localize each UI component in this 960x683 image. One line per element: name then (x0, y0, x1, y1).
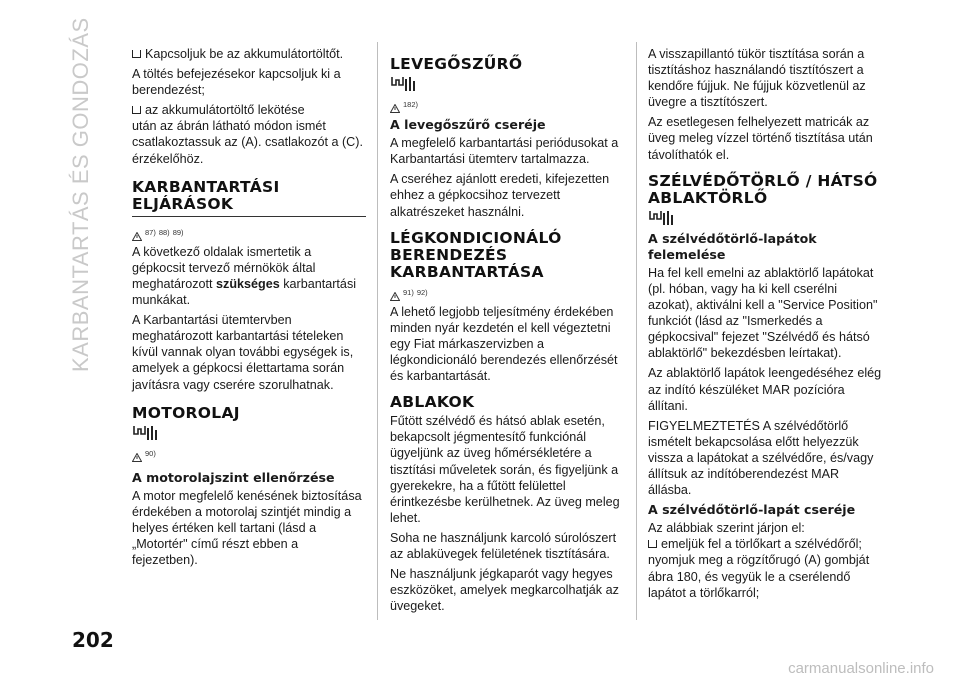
ref-mark: 90) (145, 448, 156, 458)
subsection-heading: A szélvédőtörlő-lapát cseréje (648, 502, 856, 518)
paragraph: A megfelelő karbantartási periódusokat a Karbantartási ütemterv tartalmazza. (390, 136, 619, 167)
ref-mark: 92) (416, 287, 428, 297)
paragraph: Fűtött szélvédő és hátsó ablak esetén, bekapcsolt jégmentesítő funkciónál ügyeljünk az üveg hőmérsékletére a tisztítási műveletek során, és figyeljünk a gyerekekre, ha a fűtött felülettel érintkezésbe kerülhetnek. Az üveg meleg lehet. (390, 414, 620, 525)
column-2 (390, 46, 624, 618)
warning-triangle-icon (390, 292, 400, 301)
reference-marks (132, 225, 366, 241)
bullet-text: emeljük fel a törlőkart a szélvédőről; nyomjuk meg a rögzítőrugó (A) gombját ábra 180, és vegyük le a cserélendő lapátot a törlőkarról; (648, 537, 870, 600)
section-heading-levegoszuro: LEVEGŐSZŰRŐ (390, 55, 523, 73)
reference-marks (132, 446, 366, 462)
section-heading-ablakok: ABLAKOK (390, 393, 475, 412)
column-1 (132, 46, 366, 572)
paragraph: FIGYELMEZTETÉS A szélvédőtörlő ismételt bekapcsolása előtt helyezzük vissza a lapátokat a szélvédőre, és/vagy állítsuk az indítóberendezést MAR állásba. (648, 418, 874, 498)
paragraph (132, 46, 366, 62)
bullet-icon (648, 540, 657, 548)
bullet-icon (132, 106, 141, 114)
warning-triangle-icon (132, 453, 142, 462)
section-heading-legkondicionalo: LÉGKONDICIONÁLÓ BERENDEZÉS KARBANTARTÁSA (390, 228, 562, 281)
paragraph (132, 102, 366, 118)
ref-mark: 88) (158, 227, 170, 237)
bullet-icon (132, 50, 141, 58)
paragraph: A töltés befejezésekor kapcsoljuk ki a berendezést; (132, 67, 341, 98)
emphasis: szükséges (216, 276, 280, 291)
paragraph: A lehető legjobb teljesítmény érdekében minden nyár kezdetén el kell végeztetni egy Fiat márkaszervizben a légkondicionáló berendezés ellenőrzését és karbantartását. (390, 304, 618, 384)
wrench-tool-icon (390, 75, 418, 93)
paragraph: A Karbantartási ütemtervben meghatározott karbantartási tételeken kívül vannak olyan további egységek is, amelyek a gépkocsi élettartama során javításra vagy cserére szorulhatnak. (132, 313, 354, 392)
paragraph: Az esetlegesen felhelyezett matricák az üveg meleg vízzel történő tisztítása után távolíthatók el. (648, 115, 873, 162)
paragraph (132, 244, 366, 308)
paragraph: Az alábbiak szerint járjon el: (648, 521, 805, 536)
wrench-tool-icon (132, 424, 160, 442)
section-heading-szelvedotorlo: SZÉLVÉDŐTÖRLŐ / HÁTSÓ ABLAKTÖRLŐ (648, 171, 878, 207)
paragraph (648, 536, 882, 600)
subsection-heading: A szélvédőtörlő-lapátok felemelése (648, 230, 817, 262)
warning-triangle-icon (390, 104, 400, 113)
subsection-heading: A motorolajszint ellenőrzése (132, 469, 335, 485)
ref-mark: 87) (145, 227, 156, 237)
section-heading-karbantartasi: KARBANTARTÁSI ELJÁRÁSOK (132, 179, 366, 217)
warning-triangle-icon (132, 232, 142, 241)
paragraph: A cseréhez ajánlott eredeti, kifejezetten ehhez a gépkocsihoz tervezett alkatrészeket használni. (390, 172, 610, 219)
bullet-text: Kapcsoljuk be az akkumulátortöltőt. (145, 47, 344, 61)
text: A következő oldalak ismertetik a gépkocsit tervező mérnökök által meghatározott (132, 244, 316, 291)
bullet-text: az akkumulátortöltő lekötése (145, 103, 305, 118)
section-heading-motorolaj: MOTOROLAJ (132, 403, 240, 422)
column-divider (636, 42, 637, 620)
paragraph: Ha fel kell emelni az ablaktörlő lapátokat (pl. hóban, vagy ha ki kell cserélni azokat), aktiválni kell a "Service Position" funkciót (lásd az "Ismerkedés a gépkocsival" fejezet "Szélvédő és hátsó ablaktörlő" bekezdésben leírtakat). (648, 265, 878, 361)
wrench-tool-icon (648, 209, 676, 227)
text: karbantartási munkákat. (132, 276, 357, 308)
paragraph: után az ábrán látható módon ismét csatlakoztassuk az (A). csatlakozót a (C). érzékelőhöz. (132, 119, 363, 166)
page-number: 202 (72, 628, 114, 652)
ref-mark: 89) (172, 227, 184, 237)
watermark-text: carmanualsonline.info (788, 660, 934, 677)
reference-marks (390, 285, 624, 301)
paragraph: A motor megfelelő kenésének biztosítása érdekében a motorolaj szintjét mindig a helyes értéken kell tartani (lásd a „Motortér" című részt ebben a fejezetben). (132, 488, 362, 568)
paragraph: Az ablaktörlő lapátok leengedéséhez elég az indító készüléket MAR pozícióra állítani. (648, 366, 882, 413)
paragraph: A visszapillantó tükör tisztítása során a tisztításhoz használandó tisztítószert a kendőre fújjuk. Ne fújjuk közvetlenül az üvegre a tisztítószert. (648, 47, 866, 110)
subsection-heading: A levegőszűrő cseréje (390, 117, 546, 133)
paragraph: Ne használjunk jégkaparót vagy hegyes eszközöket, amelyek megkarcolhatják az üvegeket. (390, 567, 619, 614)
reference-marks (390, 97, 624, 113)
ref-mark: 182) (403, 100, 419, 109)
column-divider (377, 42, 378, 620)
column-3 (648, 46, 882, 605)
side-chapter-title: KARBANTARTÁS ÉS GONDOZÁS (68, 17, 93, 372)
ref-mark: 91) (403, 287, 414, 297)
paragraph: Soha ne használjunk karcoló súrolószert az ablaküvegek felületének tisztítására. (390, 530, 617, 561)
